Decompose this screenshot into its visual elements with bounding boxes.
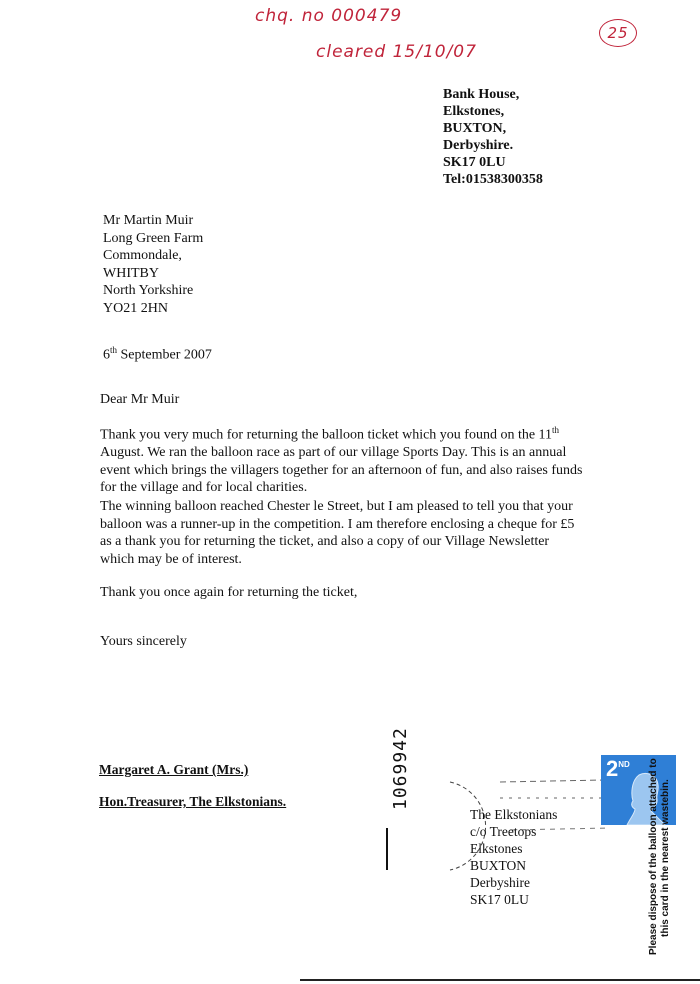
postmark-number: 1069942	[390, 727, 411, 810]
recipient-address	[103, 212, 203, 317]
return-line: c/o Treetops	[470, 824, 537, 839]
paragraph-2: The winning balloon reached Chester le Street, but I am pleased to tell you that your balloon was a runner-up in the competition. I am therefore enclosing a cheque for £5 as a thank you for returning the ticket, and also a copy of our Village Newsletter which may be of interest.	[100, 499, 575, 567]
date-suffix: th	[110, 345, 118, 355]
sender-line: SK17 0LU	[443, 155, 506, 170]
paragraph-1-sup: th	[552, 425, 560, 435]
sender-line: BUXTON,	[443, 121, 507, 136]
page-number-annotation: 25	[599, 19, 637, 47]
cleared-date-annotation: cleared 15/10/07	[316, 42, 477, 62]
signature-title: Hon.Treasurer, The Elkstonians.	[99, 794, 287, 809]
sender-line: Bank House,	[443, 87, 520, 102]
date-rest: September 2007	[117, 347, 212, 363]
disposal-note-line-2: this card in the nearest wastebin.	[660, 779, 671, 937]
recipient-line: Commondale,	[103, 248, 182, 263]
recipient-line: YO21 2HN	[103, 300, 168, 316]
sender-line: Tel:01538300358	[443, 172, 543, 187]
return-line: SK17 0LU	[470, 892, 529, 907]
cheque-number-annotation: chq. no 000479	[255, 6, 403, 26]
date-day: 6	[103, 347, 110, 363]
paragraph-1-text-2: August. We ran the balloon race as part of our village Sports Day. This is an annual event which brings the villagers together for an afternoon of fun, and also raises funds for the village and for local charities.	[100, 445, 583, 496]
return-line: Elkstones	[470, 841, 523, 856]
letter-date	[103, 342, 589, 364]
paragraph-1	[100, 422, 586, 497]
paragraph-3: Thank you once again for returning the ticket,	[100, 585, 358, 600]
return-address	[470, 806, 557, 908]
return-line: BUXTON	[470, 858, 527, 873]
stamp-value: 2ND	[606, 756, 630, 781]
return-line: Derbyshire	[470, 875, 530, 890]
signature-name: Margaret A. Grant (Mrs.)	[99, 762, 249, 777]
recipient-line: Long Green Farm	[103, 230, 204, 246]
closing: Yours sincerely	[100, 634, 187, 649]
recipient-line: WHITBY	[103, 265, 159, 281]
disposal-note-line-1: Please dispose of the balloon attached to	[648, 758, 659, 955]
salutation: Dear Mr Muir	[100, 392, 180, 407]
sender-address	[443, 86, 543, 188]
recipient-line: Mr Martin Muir	[103, 213, 194, 228]
paragraph-1-text: Thank you very much for returning the balloon ticket which you found on the 11	[100, 427, 553, 443]
disposal-note	[648, 758, 672, 955]
return-line: The Elkstonians	[470, 807, 558, 822]
sender-line: Derbyshire.	[443, 138, 514, 153]
sender-line: Elkstones,	[443, 104, 505, 119]
card-bottom-edge	[300, 979, 700, 981]
recipient-line: North Yorkshire	[103, 283, 194, 298]
